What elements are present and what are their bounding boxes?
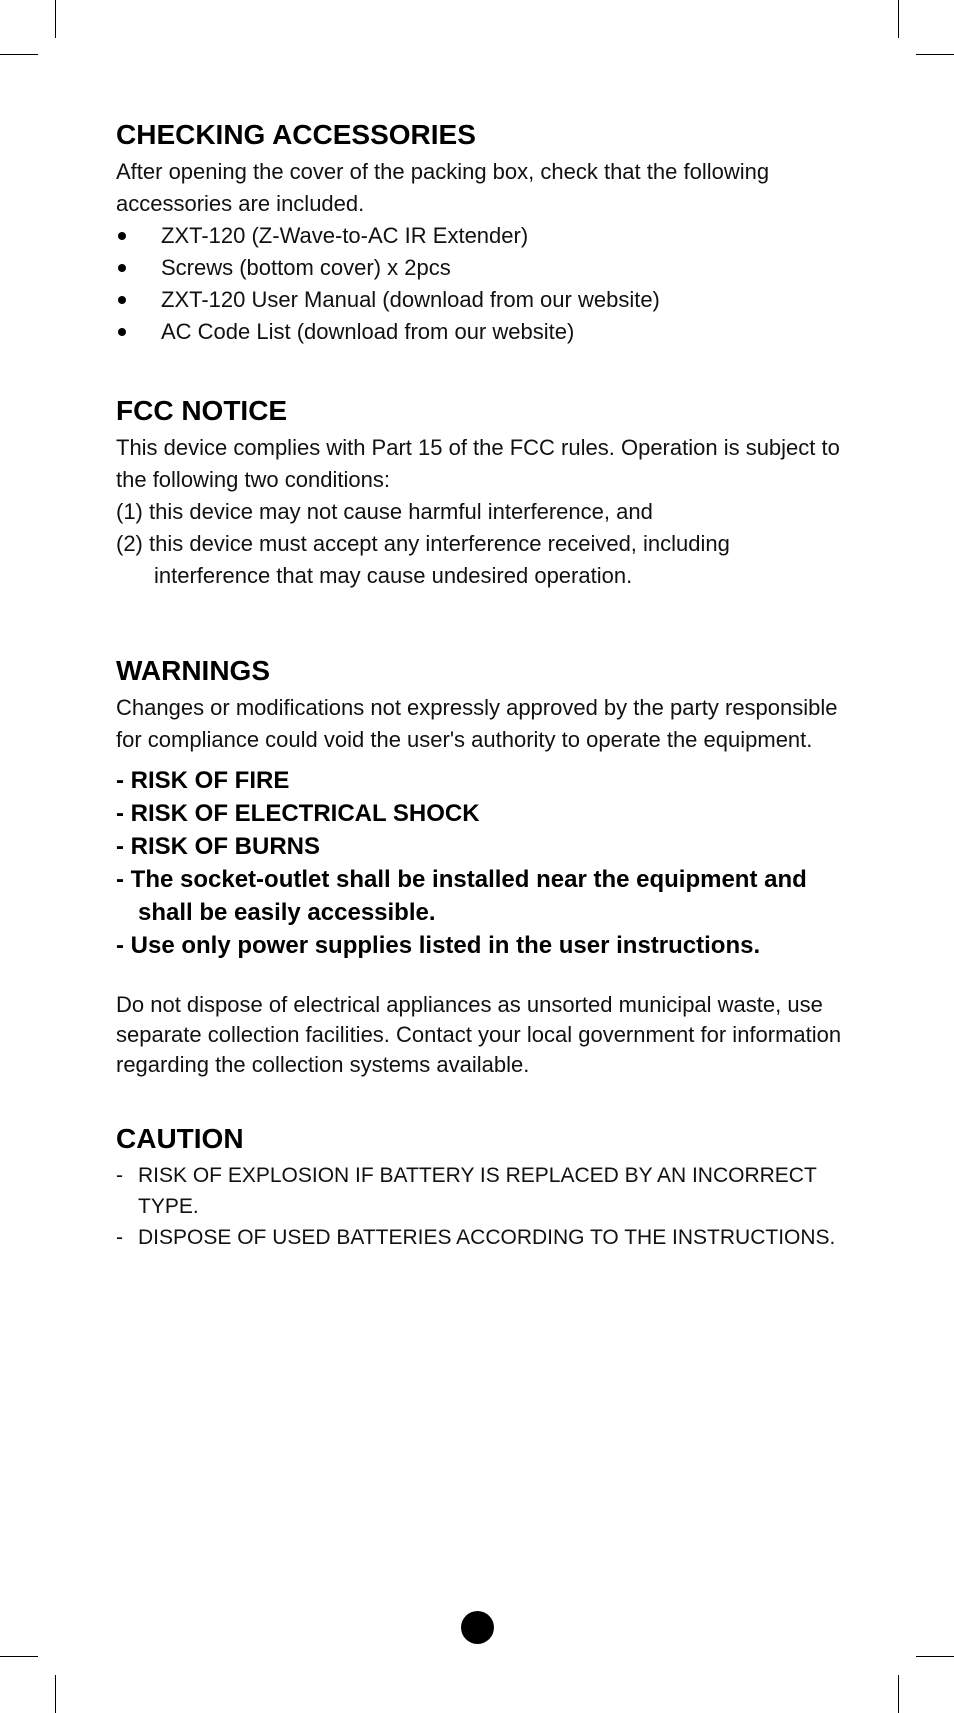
list-item-text: RISK OF EXPLOSION IF BATTERY IS REPLACED BY AN INCORRECT TYPE. — [138, 1164, 817, 1218]
bullet-icon — [118, 296, 126, 304]
list-item: - RISK OF ELECTRICAL SHOCK — [116, 800, 480, 827]
warnings-intro: Changes or modifications not expressly approved by the party responsible for compliance could void the user's authority to operate the equipment. — [116, 695, 838, 752]
list-item: - Use only power supplies listed in the user instructions. — [116, 932, 761, 959]
fcc-conditions-list — [116, 496, 846, 592]
caution-section — [116, 1122, 846, 1253]
caution-list — [116, 1160, 846, 1253]
list-item-text: DISPOSE OF USED BATTERIES ACCORDING TO THE INSTRUCTIONS. — [138, 1226, 836, 1249]
dash-marker: - — [116, 1164, 123, 1187]
crop-mark-bottom-right-vertical — [898, 1675, 899, 1713]
risk-list — [116, 764, 846, 962]
bullet-icon — [118, 328, 126, 336]
crop-mark-bottom-left-horizontal — [0, 1656, 38, 1657]
list-item-text: ZXT-120 (Z-Wave-to-AC IR Extender) — [161, 223, 529, 248]
page-marker-dot — [461, 1611, 494, 1644]
crop-mark-top-left-vertical — [55, 0, 56, 38]
list-item: (2) this device must accept any interference received, including interference that may cause undesired operation. — [116, 531, 730, 588]
crop-mark-bottom-left-vertical — [55, 1675, 56, 1713]
accessories-list — [116, 220, 846, 348]
bullet-icon — [118, 264, 126, 272]
list-item — [116, 1160, 846, 1222]
list-item-text: ZXT-120 User Manual (download from our website) — [161, 287, 660, 312]
list-item — [116, 220, 846, 252]
list-item: - RISK OF BURNS — [116, 833, 320, 860]
list-item: - RISK OF FIRE — [116, 767, 290, 794]
list-item — [116, 1222, 846, 1253]
crop-mark-top-right-horizontal — [916, 54, 954, 55]
disposal-notice: Do not dispose of electrical appliances as unsorted municipal waste, use separate collection facilities. Contact your local government for information regarding the collection systems available. — [116, 992, 842, 1077]
list-item-text: Screws (bottom cover) x 2pcs — [161, 255, 451, 280]
crop-mark-top-left-horizontal — [0, 54, 38, 55]
list-item: - The socket-outlet shall be installed near the equipment and shall be easily accessible. — [116, 866, 807, 926]
page-content — [116, 118, 846, 1253]
list-item — [116, 284, 846, 316]
list-item: (1) this device may not cause harmful interference, and — [116, 499, 653, 524]
crop-mark-bottom-right-horizontal — [916, 1656, 954, 1657]
dash-marker: - — [116, 1226, 123, 1249]
crop-mark-top-right-vertical — [898, 0, 899, 38]
warnings-section — [116, 654, 846, 1080]
fcc-notice-intro: This device complies with Part 15 of the FCC rules. Operation is subject to the following two conditions: — [116, 435, 840, 492]
checking-accessories-intro: After opening the cover of the packing box, check that the following accessories are included. — [116, 159, 770, 216]
warnings-title: WARNINGS — [116, 655, 270, 686]
checking-accessories-title: CHECKING ACCESSORIES — [116, 119, 476, 150]
list-item — [116, 316, 846, 348]
checking-accessories-section — [116, 118, 846, 348]
fcc-notice-section — [116, 394, 846, 592]
fcc-notice-title: FCC NOTICE — [116, 395, 288, 426]
bullet-icon — [118, 232, 126, 240]
caution-title: CAUTION — [116, 1123, 244, 1154]
list-item — [116, 252, 846, 284]
list-item-text: AC Code List (download from our website) — [161, 319, 575, 344]
